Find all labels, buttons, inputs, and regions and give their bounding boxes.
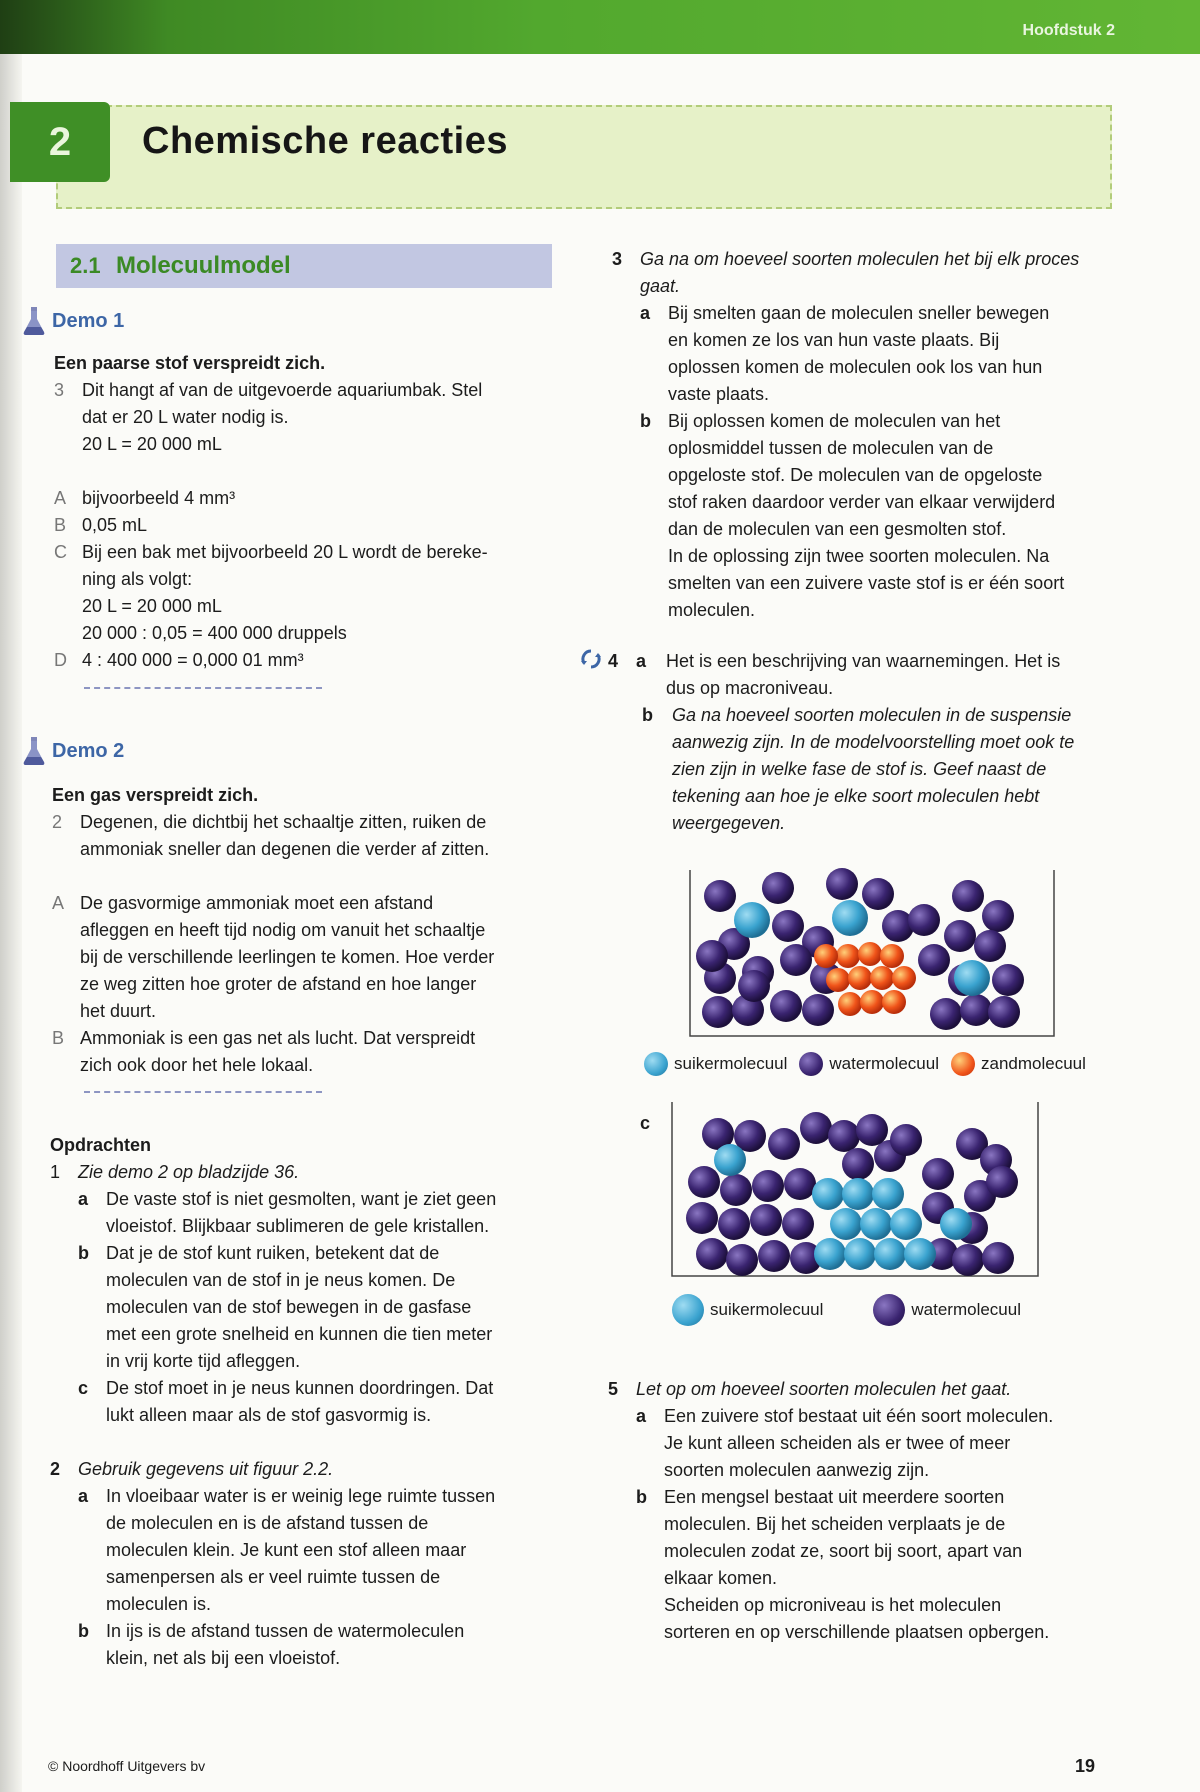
opdracht2-instruction: Gebruik gegevens uit figuur 2.2. xyxy=(78,1459,334,1479)
water-molecule xyxy=(768,1128,800,1160)
text-line: aanwezig zijn. In de modelvoorstelling moet ook te xyxy=(672,732,1075,752)
text-line: 20 L = 20 000 mL xyxy=(82,434,222,454)
demo1-block xyxy=(54,350,574,674)
sand-molecule xyxy=(838,992,862,1016)
text-line: klein, net als bij een vloeistof. xyxy=(106,1648,341,1668)
text-line: Je kunt alleen scheiden als er twee of meer xyxy=(664,1433,1011,1453)
text-line: De stof moet in je neus kunnen doordringen. Dat xyxy=(106,1378,494,1398)
demo1-title: Demo 1 xyxy=(52,309,125,332)
sugar-molecule xyxy=(860,1208,892,1240)
water-molecule xyxy=(828,1120,860,1152)
text-line: Bij een bak met bijvoorbeeld 20 L wordt de bereke- xyxy=(82,542,488,562)
answer-key: C xyxy=(54,542,67,562)
text-line: smelten van een zuivere vaste stof is er één soort xyxy=(668,573,1065,593)
publisher-credit: © Noordhoff Uitgevers bv xyxy=(48,1758,206,1774)
opdracht1-part-b xyxy=(50,1240,570,1375)
answer-key: D xyxy=(54,650,67,670)
text-line: Ammoniak is een gas net als lucht. Dat verspreidt xyxy=(80,1028,476,1048)
text-line: moleculen klein. Je kunt een stof alleen maar xyxy=(106,1540,467,1560)
text-line: In de oplossing zijn twee soorten moleculen. Na xyxy=(668,546,1050,566)
opdracht5-number: 5 xyxy=(608,1379,619,1399)
legend-item-water xyxy=(873,1294,1021,1326)
demo1-subtitle: Een paarse stof verspreidt zich. xyxy=(54,353,326,373)
opdracht5-prompt xyxy=(608,1376,1128,1403)
text-line: oplossen komen de moleculen ook los van hun xyxy=(668,357,1043,377)
text-line: moleculen is. xyxy=(106,1594,212,1614)
water-molecule xyxy=(826,868,858,900)
text-line: Bij smelten gaan de moleculen sneller bewegen xyxy=(668,303,1050,323)
text-line: zien zijn in welke fase de stof is. Geef naast de xyxy=(672,759,1047,779)
sugar-molecule xyxy=(904,1238,936,1270)
water-molecule-icon xyxy=(799,1052,823,1076)
opdracht1-part-a xyxy=(50,1186,570,1240)
opdracht4-block xyxy=(580,648,1140,837)
text-line: stof raken daardoor verder van elkaar verwijderd xyxy=(668,492,1056,512)
answer-key: A xyxy=(52,893,65,913)
water-molecule xyxy=(696,1238,728,1270)
demo2-heading xyxy=(22,736,124,766)
water-molecule xyxy=(718,1208,750,1240)
water-molecule xyxy=(720,1174,752,1206)
page-spine-shadow xyxy=(0,0,22,1792)
demo1-answer-c xyxy=(54,539,574,647)
opdracht3-block xyxy=(612,246,1132,624)
text-line: zich ook door het hele lokaal. xyxy=(80,1055,314,1075)
text-line: het duurt. xyxy=(80,1001,157,1021)
opdracht2-part-b xyxy=(50,1618,570,1672)
sand-molecule xyxy=(858,942,882,966)
opdracht1-prompt xyxy=(50,1159,570,1186)
answer-key: B xyxy=(54,515,67,535)
water-molecule-icon xyxy=(873,1294,905,1326)
text-line: weergegeven. xyxy=(672,813,786,833)
water-molecule xyxy=(802,994,834,1026)
top-banner xyxy=(0,0,1200,54)
text-line: De vaste stof is niet gesmolten, want je ziet geen xyxy=(106,1189,497,1209)
text-line: 4 : 400 000 = 0,000 01 mm³ xyxy=(82,650,304,670)
demo2-q2-number: 2 xyxy=(52,812,63,832)
opdrachten-heading: Opdrachten xyxy=(50,1135,152,1155)
opdracht5-part-a xyxy=(608,1403,1128,1484)
part-key: a xyxy=(636,651,647,671)
legend-item-sugar xyxy=(672,1294,823,1326)
water-molecule xyxy=(960,994,992,1026)
sugar-molecule xyxy=(842,1178,874,1210)
section-heading xyxy=(56,244,552,288)
divider xyxy=(84,1091,322,1093)
sugar-molecule-icon xyxy=(672,1294,704,1326)
water-molecule xyxy=(784,1168,816,1200)
legend-b xyxy=(644,1052,1098,1076)
water-molecule xyxy=(952,1244,984,1276)
sugar-molecule xyxy=(830,1208,862,1240)
sugar-molecule xyxy=(954,960,990,996)
water-molecule xyxy=(686,1202,718,1234)
text-line: afleggen en heeft tijd nodig om vanuit het schaaltje xyxy=(80,920,486,940)
text-line: vaste plaats. xyxy=(668,384,770,404)
sugar-molecule xyxy=(814,1238,846,1270)
water-molecule xyxy=(862,878,894,910)
opdracht1-number: 1 xyxy=(50,1162,61,1182)
part-key: a xyxy=(636,1406,647,1426)
water-molecule xyxy=(992,964,1024,996)
opdracht5-part-b xyxy=(608,1484,1128,1646)
text-line: dus op macroniveau. xyxy=(666,678,834,698)
sand-molecule xyxy=(814,944,838,968)
sugar-molecule xyxy=(844,1238,876,1270)
part-c-label: c xyxy=(640,1113,651,1133)
sand-molecule xyxy=(848,966,872,990)
opdracht4-number: 4 xyxy=(608,651,619,671)
cycle-icon xyxy=(580,648,602,670)
opdracht3-part-a xyxy=(612,300,1132,408)
demo1-q3 xyxy=(54,377,574,458)
water-molecule xyxy=(890,1124,922,1156)
water-molecule xyxy=(974,930,1006,962)
text-line: Ga na om hoeveel soorten moleculen het bij elk proces xyxy=(640,249,1080,269)
text-line: dan de moleculen van een gesmolten stof. xyxy=(668,519,1007,539)
opdracht1-instruction: Zie demo 2 op bladzijde 36. xyxy=(78,1162,300,1182)
opdracht1-part-c xyxy=(50,1375,570,1429)
sugar-molecule xyxy=(832,900,868,936)
text-line: met een grote snelheid en kunnen die tien meter xyxy=(106,1324,493,1344)
water-molecule xyxy=(918,944,950,976)
sand-molecule xyxy=(860,990,884,1014)
part-key: b xyxy=(78,1243,89,1263)
opdracht2-part-a xyxy=(50,1483,570,1618)
water-molecule xyxy=(750,1204,782,1236)
text-line: soorten moleculen aanwezig zijn. xyxy=(664,1460,930,1480)
text-line: Degenen, die dichtbij het schaaltje zitten, ruiken de xyxy=(80,812,487,832)
legend-label: zandmolecuul xyxy=(981,1054,1086,1073)
sand-molecule xyxy=(826,968,850,992)
text-line: moleculen van de stof in je neus komen. De xyxy=(106,1270,456,1290)
text-line: gaat. xyxy=(640,276,681,296)
water-molecule xyxy=(704,880,736,912)
opdracht3-prompt xyxy=(612,246,1132,300)
text-line: en komen ze los van hun vaste plaats. Bij xyxy=(668,330,1000,350)
part-key: b xyxy=(642,705,653,725)
text-line: sorteren en op verschillende plaatsen opbergen. xyxy=(664,1622,1050,1642)
opdracht3-number: 3 xyxy=(612,249,623,269)
text-line: Een mengsel bestaat uit meerdere soorten xyxy=(664,1487,1005,1507)
text-line: lukt alleen maar als de stof gasvormig is. xyxy=(106,1405,432,1425)
water-molecule xyxy=(982,900,1014,932)
water-molecule xyxy=(986,1166,1018,1198)
text-line: vloeistof. Blijkbaar sublimeren de gele kristallen. xyxy=(106,1216,490,1236)
text-line: Het is een beschrijving van waarnemingen. Het is xyxy=(666,651,1061,671)
water-molecule xyxy=(752,1170,784,1202)
water-molecule xyxy=(726,1244,758,1276)
solution-molecule-diagram xyxy=(670,1100,1042,1280)
text-line: Bij oplossen komen de moleculen van het xyxy=(668,411,1001,431)
answer-key: A xyxy=(54,488,67,508)
legend-item-sugar xyxy=(644,1052,787,1076)
legend-item-sand xyxy=(951,1052,1086,1076)
sand-molecule xyxy=(870,966,894,990)
water-molecule xyxy=(762,872,794,904)
text-line: moleculen van de stof bewegen in de gasfase xyxy=(106,1297,472,1317)
opdracht4-part-a xyxy=(580,648,1140,702)
water-molecule xyxy=(800,1112,832,1144)
demo2-q2 xyxy=(52,809,572,863)
opdracht3-part-b xyxy=(612,408,1132,624)
water-molecule xyxy=(738,970,770,1002)
text-line: 20 000 : 0,05 = 400 000 druppels xyxy=(82,623,347,643)
water-molecule xyxy=(696,940,728,972)
water-molecule xyxy=(758,1240,790,1272)
text-line: oplosmiddel tussen de moleculen van de xyxy=(668,438,994,458)
section-title: Molecuulmodel xyxy=(116,252,291,279)
text-line: In ijs is de afstand tussen de watermoleculen xyxy=(106,1621,465,1641)
demo2-title: Demo 2 xyxy=(52,739,125,762)
suspension-molecule-diagram xyxy=(688,860,1058,1040)
sugar-molecule xyxy=(734,902,770,938)
text-line: ning als volgt: xyxy=(82,569,193,589)
legend-c xyxy=(672,1294,1033,1326)
legend-label: watermolecuul xyxy=(829,1054,939,1073)
water-molecule xyxy=(702,996,734,1028)
text-line: bij de verschillende leerlingen te komen. Hoe verder xyxy=(80,947,495,967)
sugar-molecule-icon xyxy=(644,1052,668,1076)
chapter-title: Chemische reacties xyxy=(142,120,508,162)
sugar-molecule xyxy=(890,1208,922,1240)
opdracht2-prompt xyxy=(50,1456,570,1483)
sugar-molecule xyxy=(940,1208,972,1240)
part-key: b xyxy=(640,411,651,431)
text-line: 0,05 mL xyxy=(82,515,148,535)
demo2-answer-b xyxy=(52,1025,572,1079)
sand-molecule-icon xyxy=(951,1052,975,1076)
text-line: Scheiden op microniveau is het moleculen xyxy=(664,1595,1002,1615)
flask-icon xyxy=(22,736,46,766)
water-molecule xyxy=(930,998,962,1030)
demo2-block xyxy=(52,782,572,1079)
text-line: samenpersen als er veel ruimte tussen de xyxy=(106,1567,441,1587)
water-molecule xyxy=(944,920,976,952)
text-line: ammoniak sneller dan degenen die verder af zitten. xyxy=(80,839,490,859)
water-molecule xyxy=(988,996,1020,1028)
demo1-q3-number: 3 xyxy=(54,380,65,400)
text-line: Dat je de stof kunt ruiken, betekent dat de xyxy=(106,1243,440,1263)
text-line: 20 L = 20 000 mL xyxy=(82,596,222,616)
part-key: a xyxy=(78,1189,89,1209)
text-line: Ga na hoeveel soorten moleculen in de suspensie xyxy=(672,705,1072,725)
opdracht4-part-b xyxy=(580,702,1140,837)
text-line: De gasvormige ammoniak moet een afstand xyxy=(80,893,434,913)
water-molecule xyxy=(688,1166,720,1198)
water-molecule xyxy=(952,880,984,912)
opdracht5-instruction: Let op om hoeveel soorten moleculen het gaat. xyxy=(636,1379,1012,1399)
opdrachten-block xyxy=(50,1132,570,1672)
water-molecule xyxy=(908,904,940,936)
flask-icon xyxy=(22,306,46,336)
water-molecule xyxy=(922,1158,954,1190)
sugar-molecule xyxy=(872,1178,904,1210)
part-key: a xyxy=(640,303,651,323)
water-molecule xyxy=(780,944,812,976)
text-line: elkaar komen. xyxy=(664,1568,778,1588)
text-line: Dit hangt af van de uitgevoerde aquariumbak. Stel xyxy=(82,380,483,400)
divider xyxy=(84,687,322,689)
sand-molecule xyxy=(836,944,860,968)
text-line: tekening aan hoe je elke soort moleculen hebt xyxy=(672,786,1040,806)
part-key: c xyxy=(78,1378,89,1398)
demo1-answer-b xyxy=(54,512,574,539)
water-molecule xyxy=(842,1148,874,1180)
water-molecule xyxy=(982,1242,1014,1274)
chapter-number: 2 xyxy=(10,102,110,182)
text-line: dat er 20 L water nodig is. xyxy=(82,407,289,427)
text-line: In vloeibaar water is er weinig lege ruimte tussen xyxy=(106,1486,496,1506)
demo1-heading xyxy=(22,306,124,336)
sand-molecule xyxy=(880,944,904,968)
legend-label: suikermolecuul xyxy=(674,1054,788,1073)
water-molecule xyxy=(772,910,804,942)
text-line: moleculen. xyxy=(668,600,756,620)
demo1-answer-d xyxy=(54,647,574,674)
water-molecule xyxy=(782,1208,814,1240)
part-key: a xyxy=(78,1486,89,1506)
demo1-answer-a xyxy=(54,485,574,512)
sugar-molecule xyxy=(812,1178,844,1210)
text-line: Een zuivere stof bestaat uit één soort moleculen. xyxy=(664,1406,1054,1426)
demo2-subtitle: Een gas verspreidt zich. xyxy=(52,785,259,805)
opdracht2-number: 2 xyxy=(50,1459,61,1479)
text-line: ze weg zitten hoe groter de afstand en hoe langer xyxy=(80,974,477,994)
part-key: b xyxy=(78,1621,89,1641)
text-line: in vrij korte tijd afleggen. xyxy=(106,1351,301,1371)
section-number: 2.1 xyxy=(70,253,101,278)
part-key: b xyxy=(636,1487,647,1507)
demo2-answer-a xyxy=(52,890,572,1025)
sugar-molecule xyxy=(874,1238,906,1270)
legend-label: suikermolecuul xyxy=(710,1300,824,1319)
sand-molecule xyxy=(882,990,906,1014)
text-line: opgeloste stof. De moleculen van de opgeloste xyxy=(668,465,1043,485)
text-line: moleculen zodat ze, soort bij soort, apart van xyxy=(664,1541,1023,1561)
water-molecule xyxy=(770,990,802,1022)
opdracht5-block xyxy=(608,1376,1128,1646)
legend-item-water xyxy=(799,1052,939,1076)
sugar-molecule xyxy=(714,1144,746,1176)
chapter-tag: Hoofdstuk 2 xyxy=(1022,22,1115,39)
text-line: moleculen. Bij het scheiden verplaats je de xyxy=(664,1514,1006,1534)
water-molecule xyxy=(856,1114,888,1146)
legend-label: watermolecuul xyxy=(911,1300,1021,1319)
text-line: bijvoorbeeld 4 mm³ xyxy=(82,488,236,508)
answer-key: B xyxy=(52,1028,65,1048)
sand-molecule xyxy=(892,966,916,990)
page-number: 19 xyxy=(1074,1756,1095,1776)
text-line: de moleculen en is de afstand tussen de xyxy=(106,1513,429,1533)
